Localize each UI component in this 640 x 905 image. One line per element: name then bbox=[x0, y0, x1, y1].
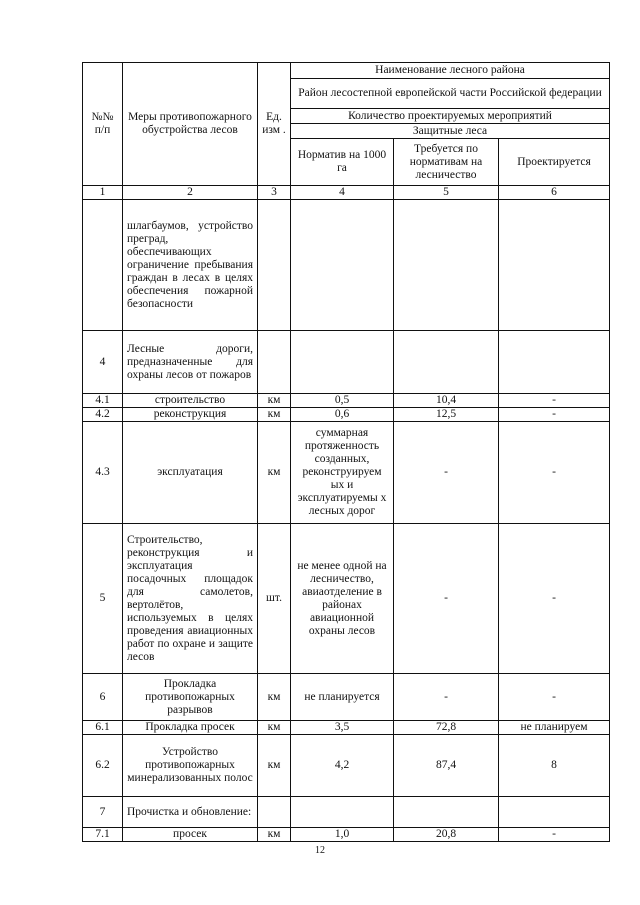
row-num: 4.3 bbox=[83, 422, 123, 524]
row-num: 6 bbox=[83, 674, 123, 721]
row-planned: - bbox=[499, 422, 610, 524]
row-norm: не планируется bbox=[291, 674, 394, 721]
row-required bbox=[394, 331, 499, 394]
row-required: 72,8 bbox=[394, 721, 499, 735]
header-region: Район лесостепной европейской части Российской федерации bbox=[291, 79, 610, 109]
row-planned bbox=[499, 797, 610, 828]
table-row bbox=[83, 200, 610, 331]
row-unit bbox=[258, 331, 291, 394]
row-num: 6.2 bbox=[83, 735, 123, 797]
row-planned: не планируем bbox=[499, 721, 610, 735]
page-number: 12 bbox=[315, 845, 325, 856]
row-num: 7.1 bbox=[83, 828, 123, 842]
row-norm: 4,2 bbox=[291, 735, 394, 797]
row-norm: 0,5 bbox=[291, 394, 394, 408]
table-row bbox=[83, 422, 610, 524]
row-planned: - bbox=[499, 524, 610, 674]
row-measure: Прокладка противопожарных разрывов bbox=[123, 674, 258, 721]
index-cell: 6 bbox=[499, 186, 610, 200]
row-measure: Устройство противопожарных минерализованных полос bbox=[123, 735, 258, 797]
row-num: 6.1 bbox=[83, 721, 123, 735]
row-norm: 0,6 bbox=[291, 408, 394, 422]
row-unit: км bbox=[258, 674, 291, 721]
row-required: 10,4 bbox=[394, 394, 499, 408]
row-measure: Прочистка и обновление: bbox=[123, 797, 258, 828]
row-norm: не менее одной на лесничество, авиаотделение в районах авиационной охраны лесов bbox=[291, 524, 394, 674]
header-num: №№ п/п bbox=[83, 63, 123, 186]
row-num: 7 bbox=[83, 797, 123, 828]
index-cell: 2 bbox=[123, 186, 258, 200]
row-required: 12,5 bbox=[394, 408, 499, 422]
row-unit bbox=[258, 797, 291, 828]
row-num: 4.1 bbox=[83, 394, 123, 408]
header-quantity-label: Количество проектируемых мероприятий bbox=[291, 109, 610, 124]
row-norm bbox=[291, 331, 394, 394]
row-num bbox=[83, 200, 123, 331]
row-num: 5 bbox=[83, 524, 123, 674]
row-unit: км bbox=[258, 735, 291, 797]
row-norm: 1,0 bbox=[291, 828, 394, 842]
row-measure: Прокладка просек bbox=[123, 721, 258, 735]
fire-measures-table bbox=[82, 62, 610, 842]
table-row bbox=[83, 797, 610, 828]
index-row bbox=[83, 186, 610, 200]
table-row bbox=[83, 394, 610, 408]
row-num: 4 bbox=[83, 331, 123, 394]
row-required: - bbox=[394, 524, 499, 674]
header-forest-type: Защитные леса bbox=[291, 124, 610, 139]
row-planned bbox=[499, 200, 610, 331]
header-unit: Ед. изм . bbox=[258, 63, 291, 186]
header-required: Требуется по нормативам на лесничество bbox=[394, 139, 499, 186]
row-required bbox=[394, 200, 499, 331]
row-planned: - bbox=[499, 394, 610, 408]
row-unit: км bbox=[258, 408, 291, 422]
row-planned: - bbox=[499, 828, 610, 842]
header-measures: Меры противопожарного обустройства лесов bbox=[123, 63, 258, 186]
row-norm bbox=[291, 200, 394, 331]
row-measure: Строительство, реконструкция и эксплуатация посадочных площадок для самолетов, вертолётов, используемых в целях проведения авиационных работ по охране и защите лесов bbox=[123, 524, 258, 674]
row-unit bbox=[258, 200, 291, 331]
row-required: 20,8 bbox=[394, 828, 499, 842]
header-region-name-label: Наименование лесного района bbox=[291, 63, 610, 79]
row-required: - bbox=[394, 422, 499, 524]
row-unit: км bbox=[258, 721, 291, 735]
index-cell: 4 bbox=[291, 186, 394, 200]
row-measure: просек bbox=[123, 828, 258, 842]
table-row bbox=[83, 674, 610, 721]
row-norm: суммарная протяженность созданных, реконструируем ых и эксплуатируемы х лесных дорог bbox=[291, 422, 394, 524]
header-norm: Норматив на 1000 га bbox=[291, 139, 394, 186]
row-unit: км bbox=[258, 828, 291, 842]
row-norm: 3,5 bbox=[291, 721, 394, 735]
row-required: - bbox=[394, 674, 499, 721]
row-measure: Лесные дороги, предназначенные для охраны лесов от пожаров bbox=[123, 331, 258, 394]
row-required bbox=[394, 797, 499, 828]
row-required: 87,4 bbox=[394, 735, 499, 797]
row-measure: шлагбаумов, устройство преград, обеспечивающих ограничение пребывания граждан в лесах в целях обеспечения пожарной безопасности bbox=[123, 200, 258, 331]
row-unit: км bbox=[258, 394, 291, 408]
row-planned bbox=[499, 331, 610, 394]
row-measure: реконструкция bbox=[123, 408, 258, 422]
row-unit: шт. bbox=[258, 524, 291, 674]
table-row bbox=[83, 735, 610, 797]
table-row bbox=[83, 721, 610, 735]
row-planned: 8 bbox=[499, 735, 610, 797]
row-norm bbox=[291, 797, 394, 828]
table-row bbox=[83, 408, 610, 422]
table-row bbox=[83, 828, 610, 842]
row-measure: эксплуатация bbox=[123, 422, 258, 524]
row-num: 4.2 bbox=[83, 408, 123, 422]
table-row bbox=[83, 331, 610, 394]
header-planned: Проектируется bbox=[499, 139, 610, 186]
row-planned: - bbox=[499, 674, 610, 721]
row-unit: км bbox=[258, 422, 291, 524]
index-cell: 5 bbox=[394, 186, 499, 200]
row-planned: - bbox=[499, 408, 610, 422]
index-cell: 1 bbox=[83, 186, 123, 200]
row-measure: строительство bbox=[123, 394, 258, 408]
table-row bbox=[83, 524, 610, 674]
index-cell: 3 bbox=[258, 186, 291, 200]
